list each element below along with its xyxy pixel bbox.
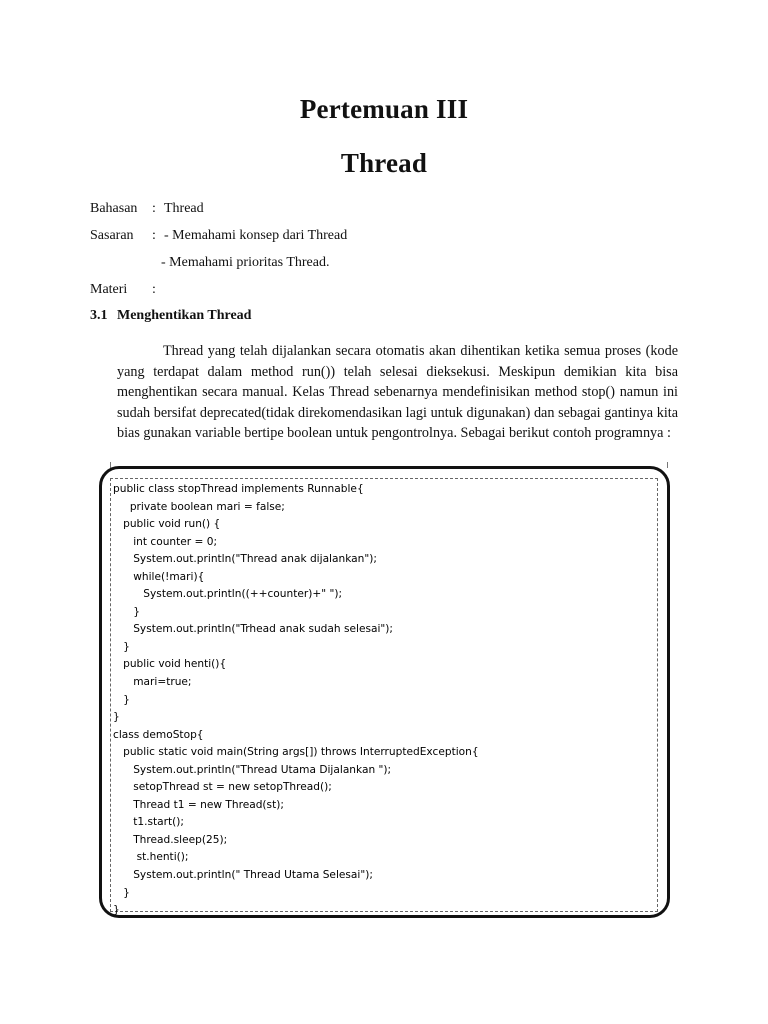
code-line: } [113,605,140,618]
code-line: Thread t1 = new Thread(st); [113,798,284,811]
code-line: public void henti(){ [113,658,227,671]
meta-sasaran [90,228,347,244]
code-line: System.out.println("Thread Utama Dijalankan "); [113,763,392,776]
meta-sasaran-label: Sasaran [90,228,134,243]
code-line: while(!mari){ [113,570,205,583]
page-title: Pertemuan III [299,94,469,124]
code-line: System.out.println("Thread anak dijalankan"); [113,553,377,566]
code-line: public void run() { [113,518,221,531]
meta-materi [90,282,164,298]
code-line: st.henti(); [113,851,189,864]
section-number: 3.1 [90,308,108,323]
meta-bahasan [90,201,204,217]
meta-sasaran-value-1: - Memahami konsep dari Thread [164,228,348,243]
code-line: mari=true; [113,676,192,689]
body-paragraph: Thread yang telah dijalankan secara otomatis akan dihentikan ketika semua proses (kode yang terdapat dalam method run()) telah selesai dieksekusi. Meskipun demikian kita bisa menghentikan secara manual. Kelas Thread sebenarnya mendefinisikan method stop() namun ini sudah bersifat deprecated(tidak direkomendasikan lagi untuk digunakan) dan sebagai gantinya kita bias gunakan variable bertipe boolean untuk pengontrolnya. Sebagai berikut contoh programnya : [117,343,678,442]
meta-materi-label: Materi [90,282,128,297]
meta-materi-sep: : [152,282,156,297]
code-line: } [113,886,130,899]
code-line: System.out.println(" Thread Utama Selesai"); [113,869,373,882]
meta-sasaran-line-2 [161,255,329,271]
code-line: } [113,640,130,653]
code-listing [113,481,653,920]
code-line: int counter = 0; [113,535,218,548]
page-subtitle: Thread [340,148,428,178]
code-line: System.out.println("Trhead anak sudah selesai"); [113,623,394,636]
section-heading [90,308,251,324]
code-line: System.out.println((++counter)+" "); [113,588,343,601]
code-line: } [113,711,120,724]
code-line: class demoStop{ [113,728,204,741]
code-line: Thread.sleep(25); [113,833,228,846]
code-line: } [113,693,130,706]
meta-bahasan-label: Bahasan [90,201,138,216]
meta-sasaran-value-2: - Memahami prioritas Thread. [161,255,330,270]
code-line: private boolean mari = false; [113,500,285,513]
frame-tick-right [667,462,668,468]
meta-bahasan-sep: : [152,201,156,216]
meta-bahasan-value: Thread [164,201,204,216]
code-line: public static void main(String args[]) throws InterruptedException{ [113,746,479,759]
code-line: t1.start(); [113,816,184,829]
code-line: public class stopThread implements Runnable{ [113,483,364,495]
meta-sasaran-sep: : [152,228,156,243]
code-line: } [113,904,120,917]
code-line: setopThread st = new setopThread(); [113,781,332,794]
section-title: Menghentikan Thread [117,308,252,323]
